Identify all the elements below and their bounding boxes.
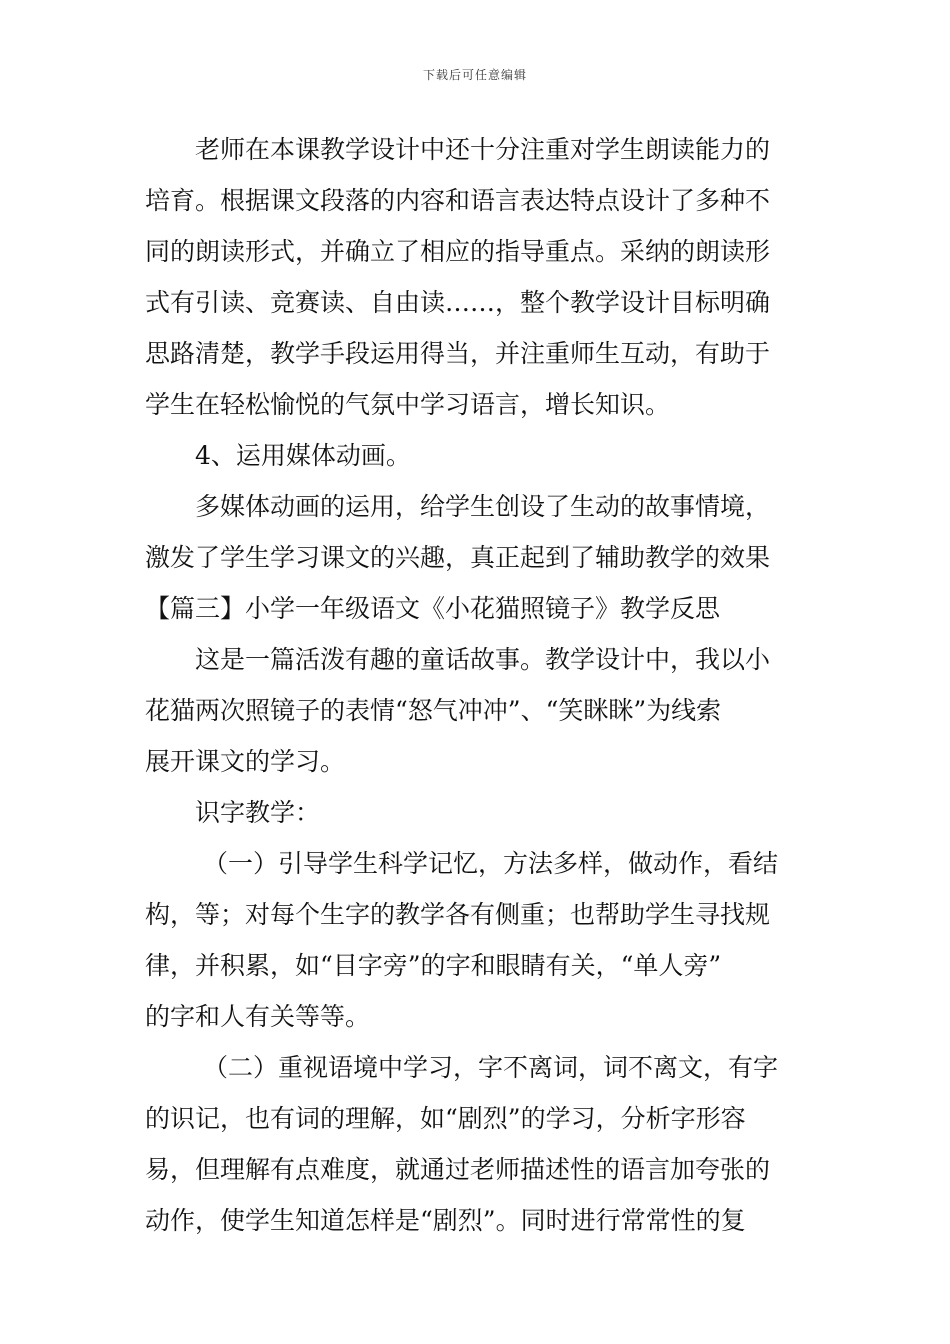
paragraph-line: 思路清楚，教学手段运用得当，并注重师生互动，有助于 (145, 339, 771, 368)
paragraph-line: 老师在本课教学设计中还十分注重对学生朗读能力的 (195, 135, 771, 164)
paragraph-line: 同的朗读形式，并确立了相应的指导重点。采纳的朗读形 (145, 237, 771, 266)
page-header-note: 下载后可任意编辑 (422, 68, 527, 82)
paragraph-line: 易，但理解有点难度，就通过老师描述性的语言加夸张的 (145, 1155, 771, 1184)
paragraph-line: 多媒体动画的运用，给学生创设了生动的故事情境， (195, 492, 771, 521)
paragraph-line: （一）引导学生科学记忆，方法多样，做动作，看结 (203, 849, 779, 878)
document-body (145, 124, 810, 1246)
paragraph-line: 构，等；对每个生字的教学各有侧重；也帮助学生寻找规 (145, 900, 771, 929)
article-title: 【篇三】小学一年级语文《小花猫照镜子》教学反思 (145, 594, 721, 623)
paragraph-line: 动作，使学生知道怎样是“剧烈”。同时进行常常性的复 (145, 1206, 746, 1235)
paragraph-line: 律，并积累，如“目字旁”的字和眼睛有关，“单人旁” (145, 951, 722, 980)
paragraph-line: 花猫两次照镜子的表情“怒气冲冲”、“笑眯眯”为线索 (145, 696, 722, 725)
paragraph-line: 这是一篇活泼有趣的童话故事。教学设计中，我以小 (195, 645, 771, 674)
paragraph-line: 培育。根据课文段落的内容和语言表达特点设计了多种不 (145, 186, 771, 215)
paragraph-line: 的字和人有关等等。 (145, 1002, 371, 1031)
paragraph-line: 展开课文的学习。 (145, 747, 346, 776)
paragraph-line: 学生在轻松愉悦的气氛中学习语言，增长知识。 (145, 390, 671, 419)
paragraph-line: 激发了学生学习课文的兴趣，真正起到了辅助教学的效果 (145, 543, 771, 572)
paragraph-line: （二）重视语境中学习，字不离词，词不离文，有字 (203, 1053, 779, 1082)
paragraph-line: 式有引读、竞赛读、自由读……，整个教学设计目标明确 (145, 288, 771, 317)
paragraph-line: 的识记，也有词的理解，如“剧烈”的学习，分析字形容 (145, 1104, 746, 1133)
section-heading: 4、运用媒体动画。 (195, 441, 411, 470)
section-heading: 识字教学： (195, 798, 321, 827)
